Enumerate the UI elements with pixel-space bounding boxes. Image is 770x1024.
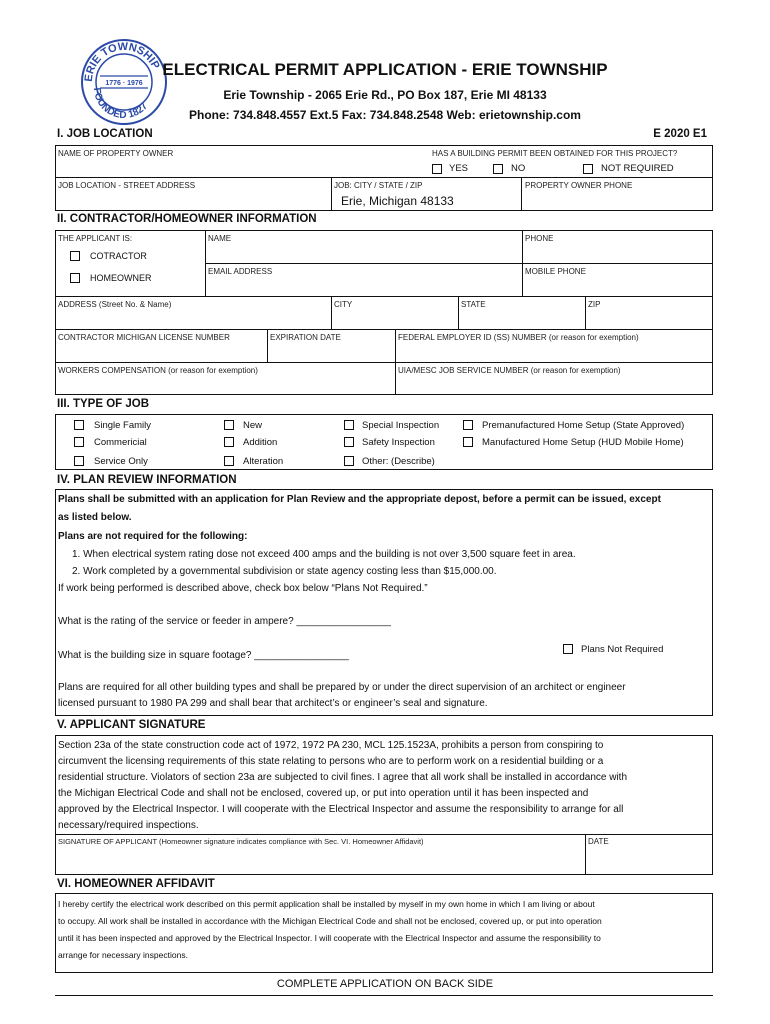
service-rating-question[interactable]: What is the rating of the service or feeder in ampere? _________________ xyxy=(58,616,391,627)
section-plan-review-heading: IV. PLAN REVIEW INFORMATION xyxy=(57,474,237,486)
safety-inspection-checkbox[interactable] xyxy=(344,437,354,447)
footer-rule xyxy=(55,995,713,996)
section-affidavit-heading: VI. HOMEOWNER AFFIDAVIT xyxy=(57,878,215,890)
township-contact: Phone: 734.848.4557 Ext.5 Fax: 734.848.2548 Web: erietownship.com xyxy=(189,108,581,122)
alteration-checkbox[interactable] xyxy=(224,456,234,466)
service-only-label: Service Only xyxy=(94,456,148,467)
name-label: NAME xyxy=(208,234,232,243)
applicant-is-label: THE APPLICANT IS: xyxy=(58,234,133,243)
signature-line-6: necessary/required inspections. xyxy=(58,820,199,831)
special-inspection-label: Special Inspection xyxy=(362,420,440,431)
city-label: CITY xyxy=(334,300,353,309)
permit-question-label: HAS A BUILDING PERMIT BEEN OBTAINED FOR THIS PROJECT? xyxy=(432,149,678,158)
signature-label: SIGNATURE OF APPLICANT (Homeowner signature indicates compliance with Sec. VI. Homeowner Affidavit) xyxy=(58,837,424,846)
premanufactured-label: Premanufactured Home Setup (State Approved) xyxy=(482,420,685,431)
license-label: CONTRACTOR MICHIGAN LICENSE NUMBER xyxy=(58,333,230,342)
signature-box xyxy=(55,735,713,875)
new-checkbox[interactable] xyxy=(224,420,234,430)
uia-label: UIA/MESC JOB SERVICE NUMBER (or reason for exemption) xyxy=(398,366,621,375)
township-address: Erie Township - 2065 Erie Rd., PO Box 187, Erie MI 48133 xyxy=(223,88,547,102)
expiration-label: EXPIRATION DATE xyxy=(270,333,341,342)
manufactured-checkbox[interactable] xyxy=(463,437,473,447)
addition-checkbox[interactable] xyxy=(224,437,234,447)
workers-comp-label: WORKERS COMPENSATION (or reason for exemption) xyxy=(58,366,258,375)
homeowner-label: HOMEOWNER xyxy=(90,273,152,283)
plan-check-note: If work being performed is described above, check box below “Plans Not Required.” xyxy=(58,583,428,594)
section-contractor-heading: II. CONTRACTOR/HOMEOWNER INFORMATION xyxy=(57,213,317,225)
permit-no-label: NO xyxy=(511,163,526,174)
cotractor-label: COTRACTOR xyxy=(90,251,147,261)
affidavit-box xyxy=(55,893,713,973)
plan-review-box xyxy=(55,489,713,716)
permit-no-checkbox[interactable] xyxy=(493,164,503,174)
cotractor-checkbox[interactable] xyxy=(70,251,80,261)
affidavit-line-4: arrange for necessary inspections. xyxy=(58,950,188,960)
footer-note: COMPLETE APPLICATION ON BACK SIDE xyxy=(276,978,494,990)
form-title: ELECTRICAL PERMIT APPLICATION - ERIE TOWNSHIP xyxy=(162,60,608,79)
signature-line-2: circumvent the licensing requirements of this state relating to persons who are to perform work on a residential building or a xyxy=(58,756,604,767)
plan-item-2: 2. Work completed by a governmental subdivision or state agency costing less than $15,000.00. xyxy=(72,566,497,577)
date-label: DATE xyxy=(588,837,609,846)
fein-label: FEDERAL EMPLOYER ID (SS) NUMBER (or reason for exemption) xyxy=(398,333,639,342)
signature-line-4: the Michigan Electrical Code and shall not be enclosed, covered up, or put into operation until it has been inspected and xyxy=(58,788,589,799)
signature-line-5: approved by the Electrical Inspector. I will cooperate with the Electrical Inspector and assume the responsibility to arrange for all xyxy=(58,804,624,815)
plans-not-required-checkbox[interactable] xyxy=(563,644,573,654)
permit-not-required-label: NOT REQUIRED xyxy=(601,163,674,174)
address-label: ADDRESS (Street No. & Name) xyxy=(58,300,172,309)
job-city-value: Erie, Michigan 48133 xyxy=(341,194,454,208)
contractor-box xyxy=(55,230,713,395)
state-label: STATE xyxy=(461,300,486,309)
service-only-checkbox[interactable] xyxy=(74,456,84,466)
plan-intro-line1: Plans shall be submitted with an application for Plan Review and the appropriate depost, before a permit can be issued, except xyxy=(58,494,661,505)
signature-line-1: Section 23a of the state construction code act of 1972, 1972 PA 230, MCL 125.1523A, prohibits a person from conspiring to xyxy=(58,740,604,751)
section-job-type-heading: III. TYPE OF JOB xyxy=(57,398,150,410)
alteration-label: Alteration xyxy=(243,456,284,467)
plans-not-required-label: Plans Not Required xyxy=(581,644,664,655)
plan-outro-line1: Plans are required for all other building types and shall be prepared by or under the direct supervision of an architect or engineer xyxy=(58,682,626,693)
job-city-label: JOB: CITY / STATE / ZIP xyxy=(334,181,423,190)
special-inspection-checkbox[interactable] xyxy=(344,420,354,430)
safety-inspection-label: Safety Inspection xyxy=(362,437,435,448)
owner-phone-label: PROPERTY OWNER PHONE xyxy=(525,181,633,190)
other-checkbox[interactable] xyxy=(344,456,354,466)
seal-bottom-text: FOUNDED 1827 xyxy=(90,87,151,122)
seal-years: 1776 · 1976 xyxy=(105,80,143,87)
plan-intro-line2: as listed below. xyxy=(58,512,132,523)
homeowner-checkbox[interactable] xyxy=(70,273,80,283)
signature-line-3: residential structure. Violators of section 23a are subjected to civil fines. I agree that all work shall be installed in accordance with xyxy=(58,772,628,783)
affidavit-line-2: to occupy. All work shall be installed in accordance with the Michigan Electrical Code and shall not be enclosed, covered up, or put into operation xyxy=(58,916,602,926)
affidavit-line-3: until it has been inspected and approved by the Electrical Inspector. I will cooperate with the Electrical Inspector and assume the responsibility to xyxy=(58,933,601,943)
section-signature-heading: V. APPLICANT SIGNATURE xyxy=(57,719,206,731)
new-label: New xyxy=(243,420,263,431)
premanufactured-checkbox[interactable] xyxy=(463,420,473,430)
commericial-label: Commericial xyxy=(94,437,147,448)
zip-label: ZIP xyxy=(588,300,601,309)
manufactured-label: Manufactured Home Setup (HUD Mobile Home) xyxy=(482,437,684,448)
street-address-label: JOB LOCATION - STREET ADDRESS xyxy=(58,181,196,190)
job-type-box xyxy=(55,414,713,470)
plans-not-required-heading: Plans are not required for the following: xyxy=(58,531,248,542)
commericial-checkbox[interactable] xyxy=(74,437,84,447)
plan-item-1: 1. When electrical system rating dose not exceed 400 amps and the building is not over 3,500 square feet in area. xyxy=(72,549,576,560)
section-job-location-heading: I. JOB LOCATION xyxy=(57,128,153,140)
permit-yes-label: YES xyxy=(449,163,469,174)
mobile-label: MOBILE PHONE xyxy=(525,267,586,276)
permit-yes-checkbox[interactable] xyxy=(432,164,442,174)
addition-label: Addition xyxy=(243,437,278,448)
plan-outro-line2: licensed pursuant to 1980 PA 299 and shall bear that architect’s or engineer’s seal and signature. xyxy=(58,698,488,709)
single-family-checkbox[interactable] xyxy=(74,420,84,430)
other-label: Other: (Describe) xyxy=(362,456,435,467)
building-size-question[interactable]: What is the building size in square footage? _________________ xyxy=(58,650,349,661)
owner-name-label: NAME OF PROPERTY OWNER xyxy=(58,149,174,158)
permit-not-required-checkbox[interactable] xyxy=(583,164,593,174)
job-location-box xyxy=(55,145,713,211)
email-label: EMAIL ADDRESS xyxy=(208,267,273,276)
affidavit-line-1: I hereby certify the electrical work described on this permit application shall be installed by myself in my own home in which I am living or about xyxy=(58,899,595,909)
seal-top-text: ERIE TOWNSHIP xyxy=(82,40,162,83)
name-field[interactable] xyxy=(206,231,523,264)
phone-label: PHONE xyxy=(525,234,554,243)
zip-field[interactable] xyxy=(586,297,712,330)
form-code: E 2020 E1 xyxy=(653,128,707,140)
single-family-label: Single Family xyxy=(94,420,152,431)
